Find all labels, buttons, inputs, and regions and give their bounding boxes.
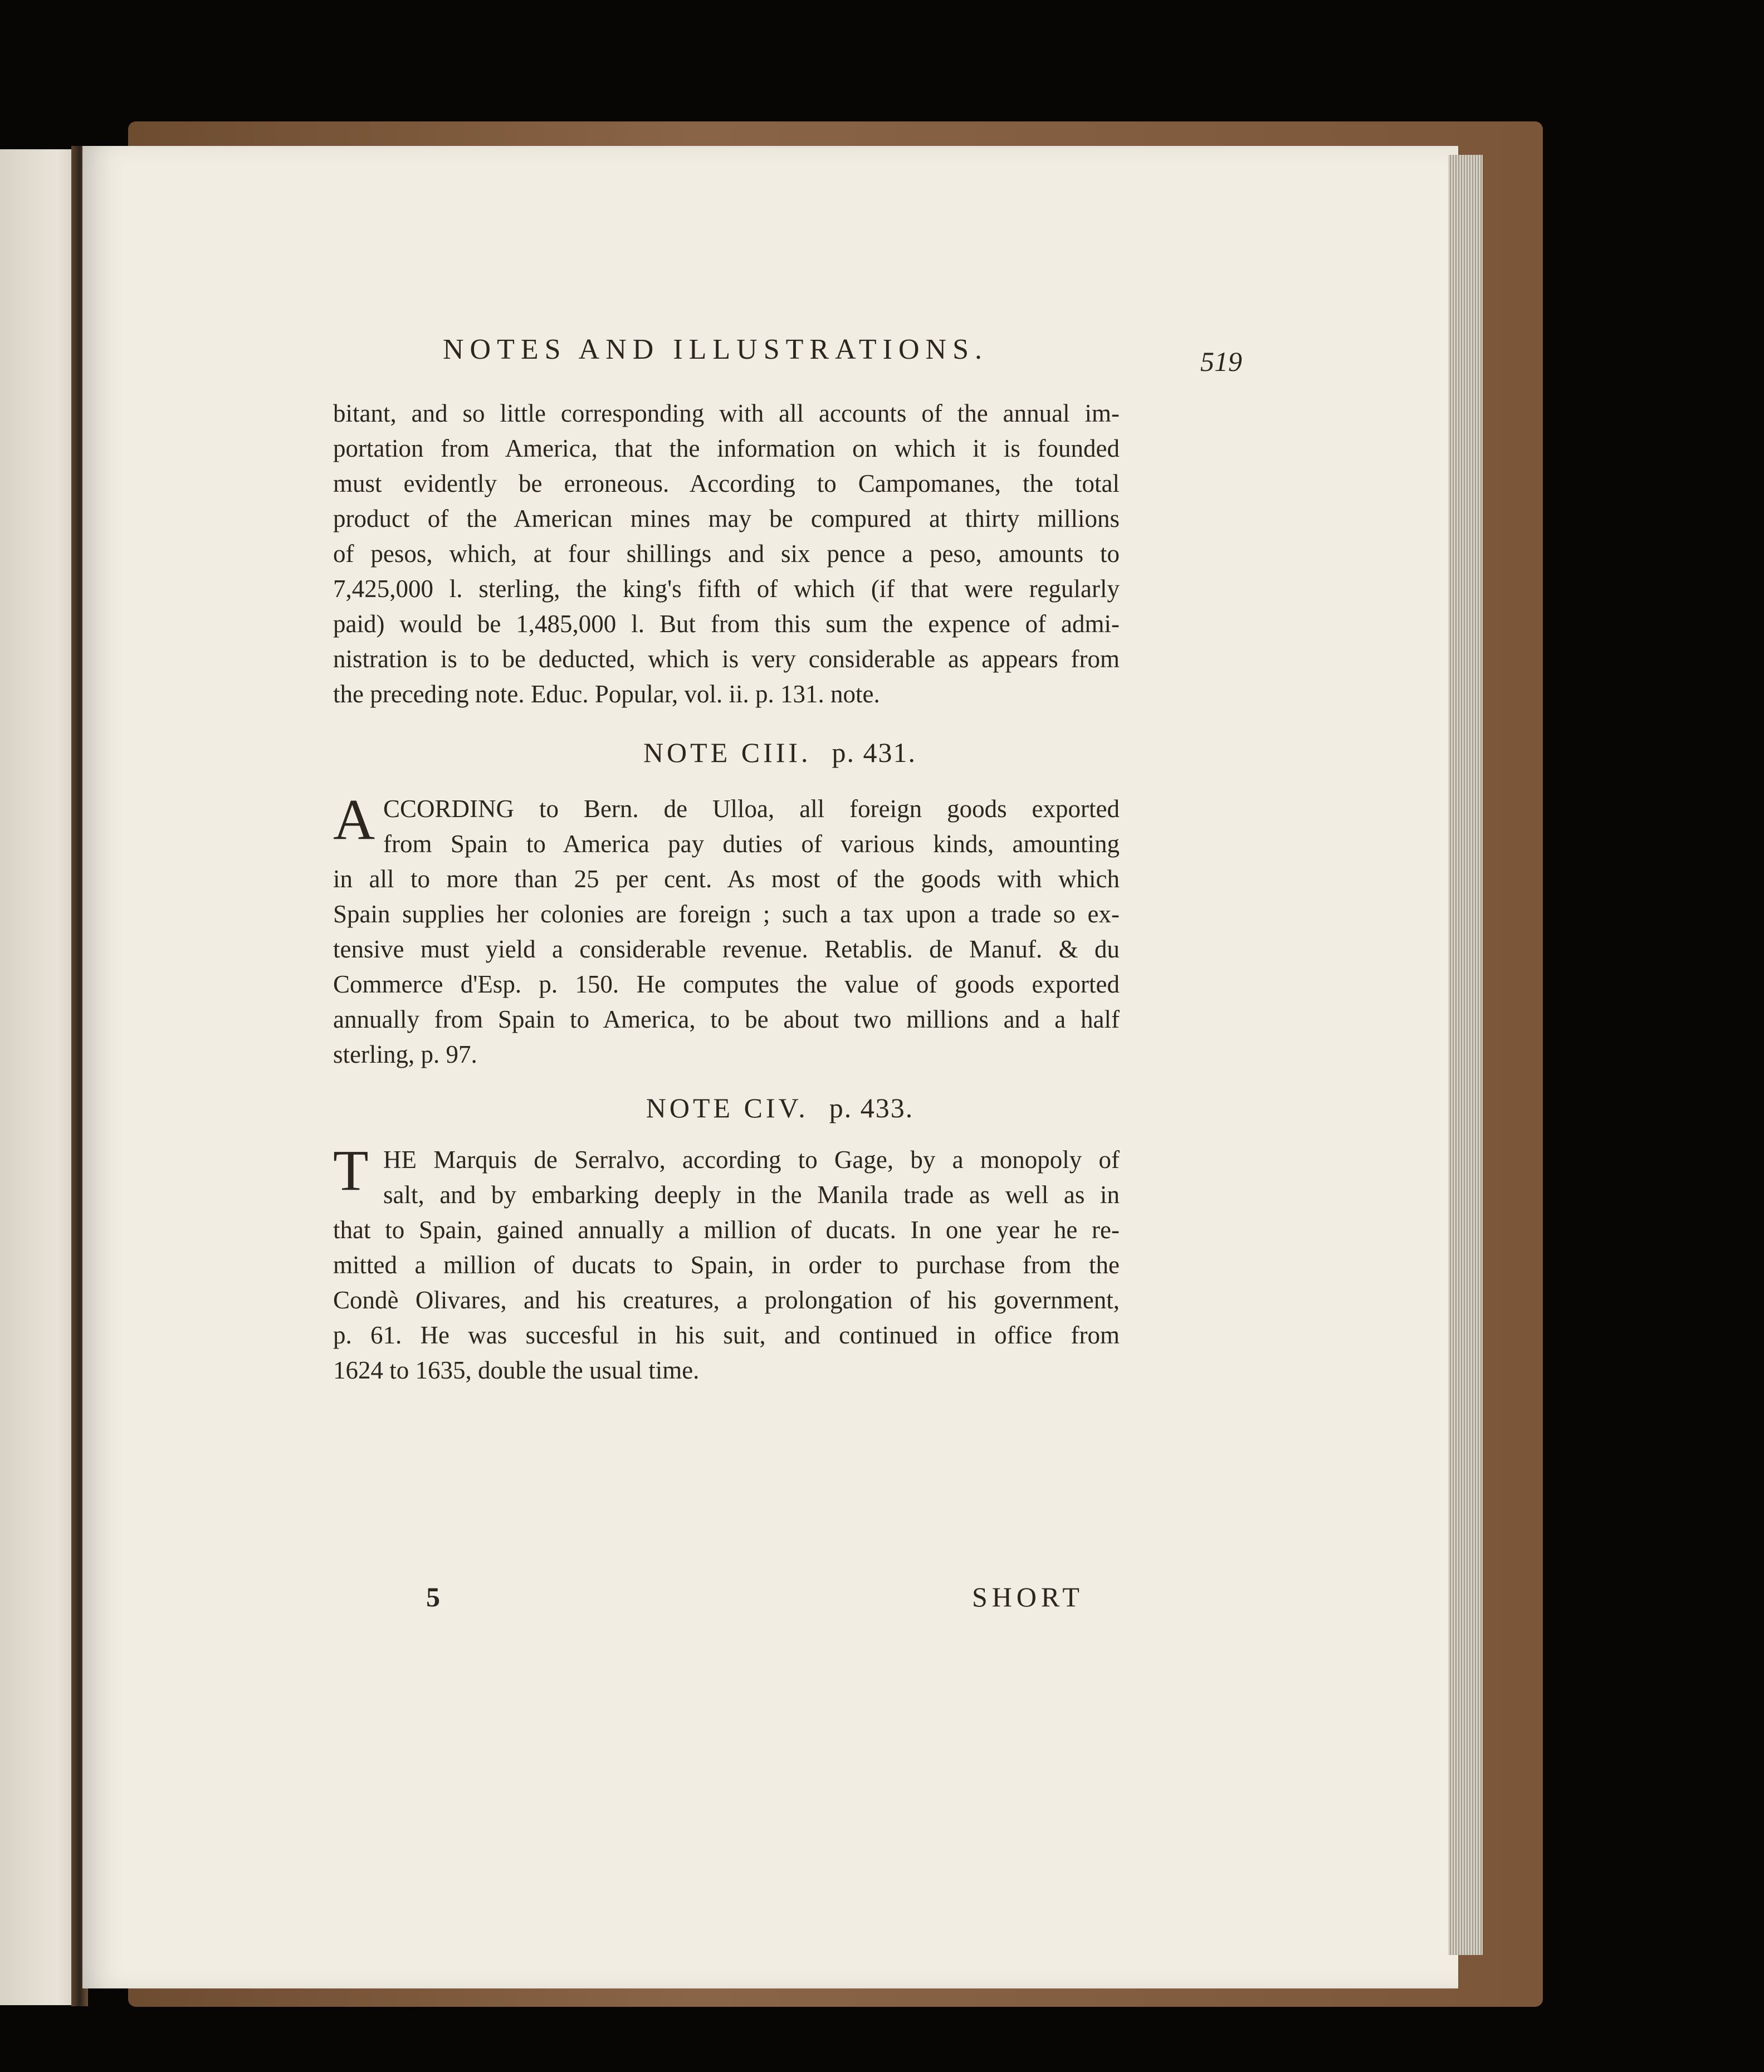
text-line: HE Marquis de Serralvo, according to Gage, by a monopoly of	[383, 1146, 1120, 1174]
note-title: NOTE CIII.	[643, 737, 812, 768]
running-head: NOTES AND ILLUSTRATIONS.	[443, 334, 988, 365]
note-ciii-heading	[557, 736, 1003, 769]
text-line: bitant, and so little corresponding with all accounts of the annual im-	[333, 399, 1120, 427]
text-line: nistration is to be deducted, which is very considerable as appears from	[333, 645, 1120, 673]
text-line: p. 61. He was succesful in his suit, and continued in office from	[333, 1321, 1120, 1349]
text-line: from Spain to America pay duties of various kinds, amounting	[383, 830, 1120, 858]
text-line: Spain supplies her colonies are foreign ; such a tax upon a trade so ex-	[333, 900, 1120, 928]
signature-mark: 5	[426, 1581, 440, 1612]
catchword: SHORT	[972, 1581, 1084, 1612]
text-line: paid) would be 1,485,000 l. But from this sum the expence of admi-	[333, 610, 1120, 638]
text-line: annually from Spain to America, to be about two millions and a half	[333, 1005, 1120, 1033]
drop-cap: T	[333, 1138, 369, 1203]
text-line: Commerce d'Esp. p. 150. He computes the value of goods exported	[333, 970, 1120, 998]
text-line: salt, and by embarking deeply in the Manila trade as well as in	[383, 1181, 1120, 1209]
text-line: the preceding note. Educ. Popular, vol. ii. p. 131. note.	[333, 680, 880, 708]
note-page-ref: p. 433.	[829, 1092, 914, 1123]
note-title: NOTE CIV.	[646, 1092, 809, 1123]
left-page-edge	[0, 149, 82, 2005]
text-line: must evidently be erroneous. According to Campomanes, the total	[333, 470, 1120, 497]
text-line: sterling, p. 97.	[333, 1040, 477, 1068]
text-line: in all to more than 25 per cent. As most of the goods with which	[333, 865, 1120, 893]
page-edges	[1448, 155, 1483, 1955]
text-line: product of the American mines may be compured at thirty millions	[333, 505, 1120, 532]
text-line: portation from America, that the information on which it is founded	[333, 434, 1120, 462]
page-number: 519	[1200, 346, 1242, 377]
text-line: CCORDING to Bern. de Ulloa, all foreign goods exported	[383, 795, 1120, 823]
drop-cap: A	[333, 788, 375, 852]
note-civ-heading	[557, 1092, 1003, 1124]
text-line: that to Spain, gained annually a million of ducats. In one year he re-	[333, 1216, 1120, 1244]
text-line: tensive must yield a considerable revenue. Retablis. de Manuf. & du	[333, 935, 1120, 963]
text-line: mitted a million of ducats to Spain, in order to purchase from the	[333, 1251, 1120, 1279]
text-line: of pesos, which, at four shillings and six pence a peso, amounts to	[333, 540, 1120, 568]
text-line: 1624 to 1635, double the usual time.	[333, 1356, 700, 1384]
note-page-ref: p. 431.	[832, 737, 917, 768]
text-line: Condè Olivares, and his creatures, a prolongation of his government,	[333, 1286, 1120, 1314]
text-line: 7,425,000 l. sterling, the king's fifth of which (if that were regularly	[333, 575, 1120, 603]
